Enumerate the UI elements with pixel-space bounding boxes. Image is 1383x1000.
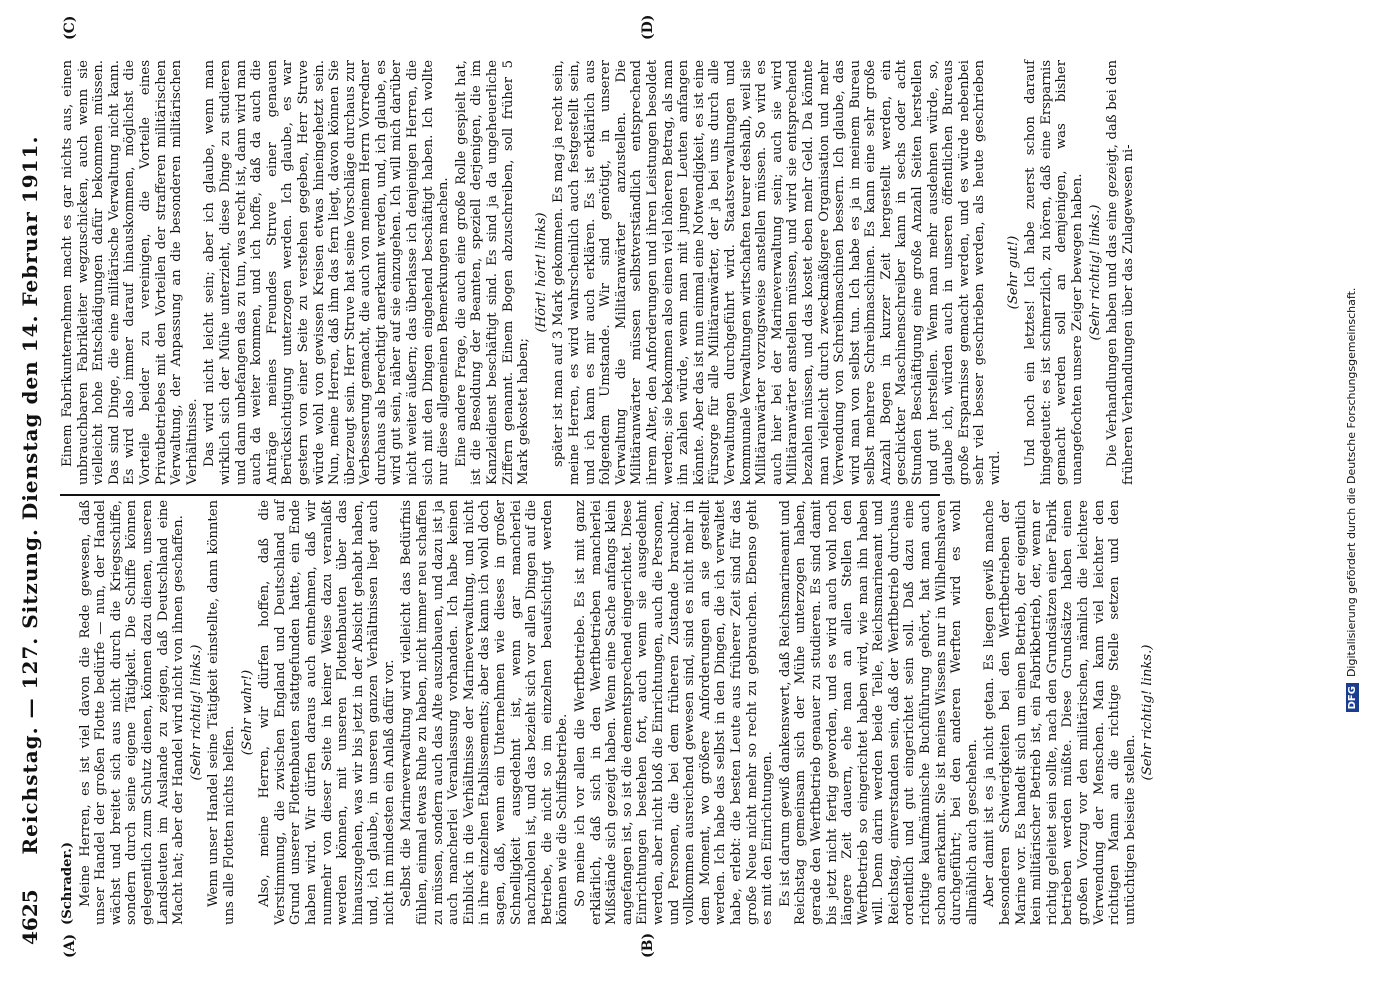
page-number: 4625 [18, 889, 42, 945]
paragraph: Einem Fabrikunternehmen macht es gar nichts aus, einen unbrauchbaren Fabrikleiter wegzuschicken, auch wenn sie vielleicht hohe Entschädigungen dafür bekommen müssen. Das sind Dinge, die eine militärische Verwaltung nicht kann. Es wird also immer darauf hinauskommen, möglichst die Vorteile beider zu vereinigen, die Vorteile eines Privatbetriebes mit den Vorteilen der strafferen militärischen Verwaltung, der Anpassung an die besonderen militärischen Verhältnisse. [60, 60, 200, 485]
margin-mark-b: (B) [640, 932, 656, 958]
margin-mark-d: (D) [640, 14, 656, 40]
interjection: (Sehr gut!) [1005, 235, 1021, 310]
paragraph: Das wird nicht leicht sein; aber ich glaube, wenn man wirklich sich der Mühe unterzieht, diese Dinge zu studieren und dann unbefangen das zu tun, was recht ist, dann wird man auch da weiter kommen, und ich hoffe, daß da auch die Anträge meines Freundes Struve einer genauen Berücksichtigung unterzogen werden. Ich glaube, es war gestern von einer Seite zu verstehen gegeben, Herr Struve würde wohl von gewissen Kreisen etwas hineingehetzt sein. Nun, meine Herren, daß ihm das fern liegt, davon können Sie überzeugt sein. Herr Struve hat seine Vorschläge durchaus zur Verbesserung gemacht, die auch von meinem Herrn Vorredner durchaus als berechtigt anerkannt werden, und, ich glaube, es wird gut sein, näher auf sie einzugehen. Ich will mich darüber nicht weiter äußern; das überlasse ich denjenigen Herren, die sich mit den Dingen eingehend beschäftigt haben. Ich wollte nur diese allgemeinen Bemerkungen machen. [202, 60, 452, 485]
paragraph: Aber damit ist es ja nicht getan. Es liegen gewiß manche besonderen Schwierigkeiten bei den Werftbetrieben der Marine vor. Es handelt sich um einen Betrieb, der eigentlich kein militärischer Betrieb ist, ein Fabrikbetrieb, der, wenn er richtig geleitet sein sollte, nach den Grundsätzen einer Fabrik betrieben werden müßte. Diese Grundsätze haben einen großen Vorzug vor den militärischen, nämlich die leichtere Verwendung der Menschen. Man kann viel leichter den richtigen Mann an die richtige Stelle setzen und den untüchtigen beiseite stellen. [982, 500, 1138, 925]
paragraph: Die Verhandlungen haben und das eine gezeigt, daß bei den früheren Verhandlungen über das Zulagewesen ni- [1105, 60, 1136, 485]
paragraph: Also, meine Herren, wir dürfen hoffen, daß die Verstimmung, die zwischen England und Deutschland auf Grund unserer Flottenbauten stattgefunden hatte, ein Ende haben wird. Wir dürfen daraus auch entnehmen, daß wir nunmehr von dieser Seite in keiner Weise dazu veranlaßt werden können, mit unseren Flottenbauten über das hinauszugehen, was wir bis jetzt in der Absicht gehabt haben, und, ich glaube, in unseren ganzen Verhältnissen liegt auch nicht im mindesten ein Anlaß dafür vor. [257, 500, 397, 925]
page-title: Reichstag. — 127. Sitzung. Dienstag den 14. Februar 1911. [18, 135, 42, 855]
column-divider [60, 494, 940, 496]
paragraph: Eine andere Frage, die auch eine große Rolle gespielt hat, ist die Besoldung der Beamten, speziell derjenigen, die im Kanzleidienst beschäftigt sind. Es sind ja da ungeheuerliche Ziffern genannt. Einem Bogen abzuschreiben, soll früher 5 Mark gekostet haben; [453, 60, 532, 485]
left-column [60, 500, 1158, 925]
paragraph: später ist man auf 3 Mark gekommen. Es mag ja recht sein, meine Herren, es wird wahrscheinlich auch festgestellt sein, und ich kann es mir auch erklären. Es ist erklärlich aus folgendem Umstande. Wir sind genötigt, in unserer Verwaltung die Militäranwärter anzustellen. Die Militäranwärter müssen selbstverständlich entsprechend ihrem Alter, den Anforderungen und ihren Leistungen besoldet werden; sie bekommen also einen viel höheren Betrag, als man ihn zahlen würde, wenn man mit jungen Leuten anfangen könnte. Aber das ist nun einmal eine Notwendigkeit, es ist eine Fürsorge für alle Militäranwärter, der ja bei uns durch alle Verwaltungen durchgeführt wird. Staatsverwaltungen und kommunale Verwaltungen wirtschaften teurer deshalb, weil sie Militäranwärter vorzugsweise anstellen müssen. So wird es auch hier bei der Marineverwaltung sein; auch sie wird Militäranwärter anstellen müssen, und wird sie entsprechend bezahlen müssen, und das kostet eben mehr Geld. Da könnte man vielleicht durch zweckmäßigere Organisation und mehr Verwendung von Schreibmaschinen bessern. Ich glaube, das wird man von selbst tun. Ich habe es ja in meinem Bureau selbst mehrere Schreibmaschinen. Es kann eine sehr große Anzahl Bogen in kurzer Zeit hergestellt werden, ein geschickter Maschinenschreiber kann in sechs oder acht Stunden Beschäftigung eine große Anzahl Seiten herstellen und gut herstellen. Wenn man mehr ausdehnen würde, so, glaube ich, würden auch in unseren öffentlichen Bureaus große Ersparnisse gemacht werden, und es würde nebenbei sehr viel besser geschrieben werden, als heute geschrieben wird. [551, 60, 1004, 485]
interjection: (Sehr richtig! links.) [188, 644, 204, 781]
interjection: (Sehr richtig! links.) [1140, 644, 1156, 781]
dfg-logo: DFG [1346, 683, 1359, 712]
interjection: (Sehr richtig! links.) [1087, 204, 1103, 341]
speaker-name: (Schrader.) [60, 841, 75, 925]
paragraph: Und noch ein letztes! Ich habe zuerst schon darauf hingedeutet: es ist schmerzlich, zu hören, daß eine Ersparnis gemacht werden soll an demjenigen, was bisher unangefochten unsere Zeiger bewegen haben. [1023, 60, 1085, 485]
footer-credit [1345, 0, 1359, 1000]
paragraph: Es ist darum gewiß dankenswert, daß Reichsmarineamt und Reichstag gemeinsam sich der Mühe unterzogen haben, gerade den Werftbetrieb genauer zu studieren. Es sind damit bis jetzt nicht fertig geworden, und es wird auch wohl noch längere Zeit dauern, ehe man an allen Stellen den Werftbetrieb so eingerichtet haben wird, wie man ihn haben will. Denn darin werden beide Teile, Reichsmarineamt und Reichstag, einverstanden sein, daß der Werftbetrieb durchaus ordentlich und gut eingerichtet sein soll. Daß dazu eine richtige kaufmännische Buchführung gehört, hat man auch schon anerkannt. Sie ist meines Wissens nur in Wilhelmshaven durchgeführt; bei den anderen Werften wird es wohl allmählich auch geschehen. [777, 500, 980, 925]
margin-mark-a: (A) [62, 933, 78, 958]
paragraph: Wenn unser Handel seine Tätigkeit einstellte, dann könnten uns alle Flotten nichts helfen. [206, 500, 237, 925]
page-header [18, 45, 48, 945]
paragraph: So meine ich vor allen die Werftbetriebe. Es ist mit ganz erklärlich, daß sich in den Werftbetrieben mancherlei Mißstände sich gezeigt haben. Wenn eine Sache anfangs klein angefangen ist, so ist die dementsprechend eingerichtet. Diese Einrichtungen bestehen fort, auch wenn sie ausgedehnt werden, aber nicht bloß die Einrichtungen, auch die Personen, und Personen, die bei dem früheren Zustande brauchbar, vollkommen ausreichend gewesen sind, sind es nicht mehr in dem Moment, wo größere Anforderungen an sie gestellt werden. Ich habe das selbst in den Dingen, die ich verwaltet habe, erlebt: die besten Leute aus früherer Zeit sind für das große Neue nicht mehr so recht zu gebrauchen. Ebenso geht es mit den Einrichtungen. [573, 500, 776, 925]
margin-mark-c: (C) [62, 15, 78, 40]
paragraph: Selbst die Marineverwaltung wird vielleicht das Bedürfnis fühlen, einmal etwas Ruhe zu haben, nicht immer neu schaffen zu müssen, sondern auch das Alte auszubauen, und dazu ist ja auch mancherlei Veranlassung vorhanden. Ich habe keinen Einblick in die Verhältnisse der Marineverwaltung, und nicht in ihre einzelnen Etablissements; aber das kann ich wohl doch sagen, daß, wenn ein Unternehmen wie dieses in großer Schnelligkeit ausgedehnt ist, wenn gar mancherlei nachzuholen ist, und das bezieht sich vor allen Dingen auf die Betriebe, die nicht so im einzelnen beaufsichtigt werden können wie die Schiffsbetriebe. [399, 500, 571, 925]
interjection: (Hört! hört! links) [533, 212, 549, 333]
right-column [60, 60, 1138, 485]
paragraph: Meine Herren, es ist viel davon die Rede gewesen, daß unser Handel der großen Flotte bedürfe — nun, der Handel wächst und breitet sich aus nicht durch die Kriegsschiffe, sondern durch seine eigene Tätigkeit. Die Schiffe können gelegentlich zum Schutz dienen, können dazu dienen, unseren Landsleuten im Auslande zu zeigen, daß Deutschland eine Macht hat; aber der Handel wird nicht von ihnen geschaffen. [77, 500, 187, 925]
interjection: (Sehr wahr!) [239, 669, 255, 756]
footer-text: Digitalisierung gefördert durch die Deutsche Forschungsgemeinschaft. [1345, 287, 1358, 678]
